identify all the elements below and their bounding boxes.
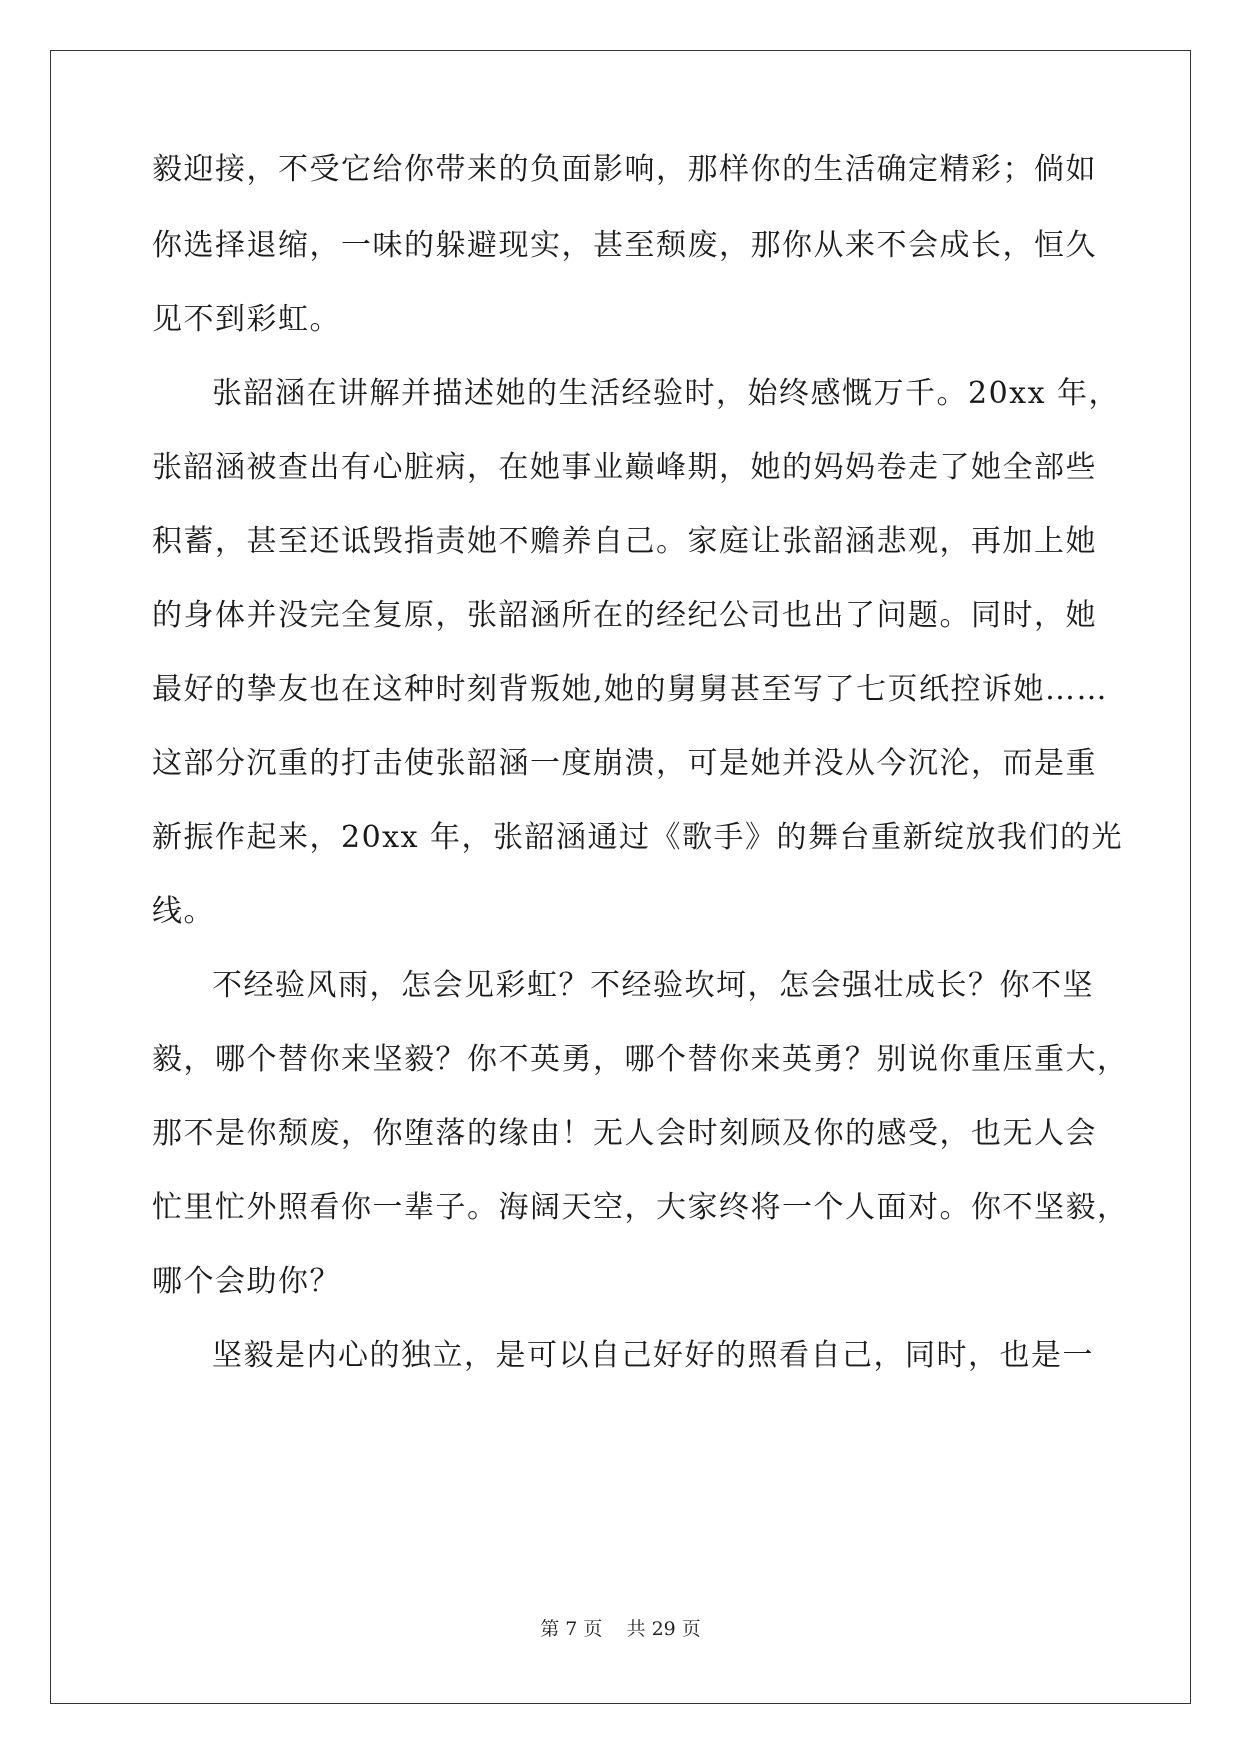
text-line: 新振作起来，20xx 年，张韶涵通过《歌手》的舞台重新绽放我们的光 [152, 820, 1124, 855]
paragraph-first-line: 不经验风雨，怎会见彩虹？不经验坎坷，怎会强壮成长？你不坚 [212, 968, 1094, 1003]
text-line: 毅，哪个替你来坚毅？你不英勇，哪个替你来英勇？别说你重压重大， [152, 1042, 1129, 1077]
text-line: 这部分沉重的打击使张韶涵一度崩溃，可是她并没从今沉沦，而是重 [152, 746, 1097, 781]
page-footer [0, 1617, 1241, 1641]
paragraph-first-line: 张韶涵在讲解并描述她的生活经验时，始终感慨万千。20xx 年， [212, 376, 1121, 411]
text-line: 毅迎接，不受它给你带来的负面影响，那样你的生活确定精彩；倘如 [152, 152, 1097, 187]
text-line: 最好的挚友也在这种时刻背叛她,她的舅舅甚至写了七页纸控诉她…… [152, 672, 1109, 707]
text-line: 积蓄，甚至还诋毁指责她不赡养自己。家庭让张韶涵悲观，再加上她 [152, 524, 1097, 559]
text-line: 线。 [152, 894, 215, 929]
page-frame [50, 50, 1191, 1704]
text-line: 哪个会助你？ [152, 1264, 341, 1299]
text-line: 见不到彩虹。 [152, 302, 341, 337]
paragraph-first-line: 坚毅是内心的独立，是可以自己好好的照看自己，同时，也是一 [212, 1338, 1094, 1373]
text-line: 那不是你颓废，你堕落的缘由！无人会时刻顾及你的感受，也无人会 [152, 1116, 1097, 1151]
text-line: 张韶涵被查出有心脏病，在她事业巅峰期，她的妈妈卷走了她全部些 [152, 450, 1097, 485]
page-number: 第 7 页 [540, 1618, 603, 1640]
text-line: 的身体并没完全复原，张韶涵所在的经纪公司也出了问题。同时，她 [152, 598, 1097, 633]
text-line: 你选择退缩，一味的躲避现实，甚至颓废，那你从来不会成长，恒久 [152, 228, 1097, 263]
total-pages: 共 29 页 [626, 1618, 701, 1640]
text-line: 忙里忙外照看你一辈子。海阔天空，大家终将一个人面对。你不坚毅， [152, 1190, 1129, 1225]
